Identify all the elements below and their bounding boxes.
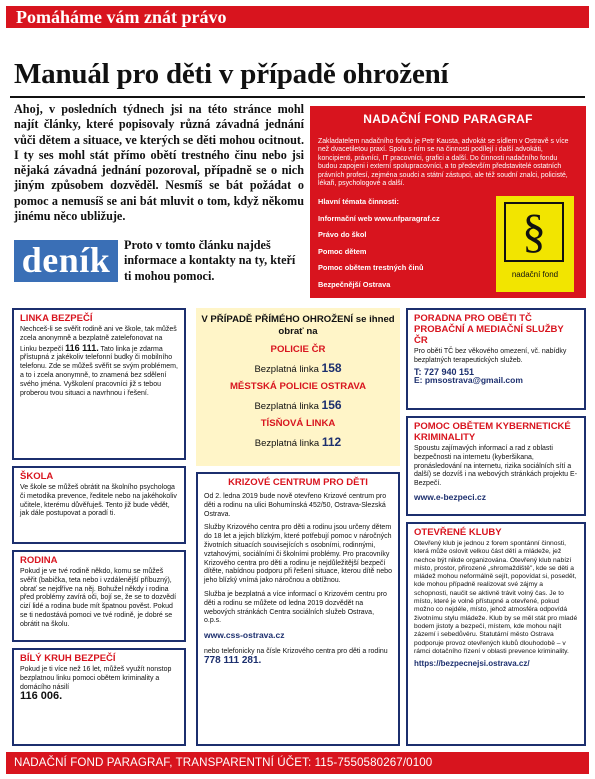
police-line: Bezplatná linka 158 xyxy=(254,361,342,375)
topic-web[interactable]: Informační web www.nfparagraf.cz xyxy=(318,213,440,223)
krizove-p2: Služby Krizového centra pro děti a rodinu jsou určeny dětem do 18 let a jejich blízkým, které potřebují pomoc v náročných životních situacích souvisejících s osobními, rodinnými, vztahovými, sociálními či školními problémy. Pro pracovníky Krizového centra pro děti a rodinu je nejdůležitější bezpečí dítěte, nabídnou podporu při řešení situace, kterou dítě nebo jeho blízký vnímá jako náročnou a obtížnou. xyxy=(204,524,392,585)
kluby-box xyxy=(406,522,586,746)
bily-kruh-box xyxy=(12,648,186,746)
linka-bezpeci-title: LINKA BEZPEČÍ xyxy=(20,313,93,324)
poradna-text: Pro oběti TČ bez věkového omezení, vč. nabídky bezplatných terapeutických služeb. xyxy=(414,348,567,364)
emergency-title: V PŘÍPADĚ PŘÍMÉHO OHROŽENÍ se ihned obrať na xyxy=(201,314,395,337)
kluby-web-link[interactable]: https://bezpecnejsi.ostrava.cz/ xyxy=(414,659,530,669)
krizove-web-link[interactable]: www.css-ostrava.cz xyxy=(204,630,285,641)
skola-box xyxy=(12,466,186,544)
paragraph-sign-icon: § xyxy=(504,202,564,262)
krizove-centrum-box xyxy=(196,472,400,746)
emergency-number[interactable]: 112 xyxy=(321,435,342,449)
linka-bezpeci-text: Nechceš-li se svěřit rodině ani ve škole, tak můžeš zcela anonymně a bezplatně zatelefonovat na Linku bezpečí 116 111. Tato linka je zdarma přístupná z jakékoliv telefonní budky či mobilního telefonu. Zde se můžeš svěřit se svým problémem, a to i zcela anonymně, to znamená bez sdělení svého jména. Vyškolení pracovníci již s tebou proberou tvou situaci a navrhnou i řešení. xyxy=(20,326,178,397)
krizove-title: KRIZOVÉ CENTRUM PRO DĚTI xyxy=(228,477,368,488)
paragraf-description: Zakladatelem nadačního fondu je Petr Kausta, advokát se sídlem v Ostravě s více než dvacetiletou praxí. Spolu s ním se na činnosti podílejí i další advokáti, koncipienti, právníci, IT pracovníci, grafici a další. Do činnosti nadačního fondu budou zapojeni i externí spolupracovníci, a to především představitelé ostatních právních profesí, zejména soudci a státní zástupci, ale též soudní znalci, policisté, lékaři, psychologové a další. xyxy=(318,138,569,188)
krizove-phone[interactable]: 778 111 281. xyxy=(204,654,262,666)
topics-heading: Hlavní témata činnosti: xyxy=(318,197,399,207)
city-police-line: Bezplatná linka 156 xyxy=(254,398,342,412)
police-number[interactable]: 158 xyxy=(321,361,342,375)
topic-children: Pomoc dětem xyxy=(318,246,367,256)
page-title: Manuál pro děti v případě ohrožení xyxy=(14,58,449,90)
rodina-text: Pokud je ve tvé rodině někdo, komu se můžeš svěřit (babička, teta nebo i vzdálenější příbuzný), obrať se nejdříve na něj. Bohužel někdy i rodina před problémy zavírá oči, bojí se, že se to dozvědí cizí lidé a rodina bude mít špatnou pověst. Pokud se ti nedostává pomoci ve tvé rodině, je dobré se obrátit na školu. xyxy=(20,568,177,628)
krizove-web xyxy=(204,631,392,642)
police-heading: POLICIE ČR xyxy=(270,344,326,355)
poradna-box xyxy=(406,308,586,410)
section-banner: Pomáháme vám znát právo xyxy=(6,6,589,28)
linka-bezpeci-phone[interactable]: 116 111. xyxy=(65,342,99,353)
kluby-title: OTEVŘENÉ KLUBY xyxy=(414,527,502,538)
skola-text: Ve škole se můžeš obrátit na školního psychologa či metodika prevence, ředitele nebo na jakéhokoliv učitele, kterému důvěřuješ. Tento již bude vědět, jak dále postupovat a poradí ti. xyxy=(20,484,177,518)
poradna-title: PORADNA PRO OBĚTI TČ PROBAČNÍ A MEDIAČNÍ SLUŽBY ČR xyxy=(414,313,564,346)
topic-schools: Právo do škol xyxy=(318,230,367,240)
emergency-line: Bezplatná linka 112 xyxy=(254,435,342,449)
emergency-box xyxy=(196,308,400,466)
kyber-web-link[interactable]: www.e-bezpeci.cz xyxy=(414,491,486,502)
footer-banner: NADAČNÍ FOND PARAGRAF, TRANSPARENTNÍ ÚČET: 115-7550580267/0100 xyxy=(6,752,589,774)
kyber-box xyxy=(406,416,586,516)
krizove-p3: Služba je bezplatná a více informací o Krizovém centru pro děti a rodinu se můžete od ledna 2019 dozvědět na webových stránkách Centra sociálních služeb Ostrava, o.p.s. xyxy=(204,590,387,625)
bily-kruh-text: Pokud je ti více než 16 let, můžeš využít nonstop bezplatnou linku pomoci obětem kriminality a domácího násilí 116 006. xyxy=(20,666,172,703)
title-divider xyxy=(10,96,585,98)
poradna-phone[interactable]: T: 727 940 151 xyxy=(414,366,475,377)
rodina-box xyxy=(12,550,186,642)
bily-kruh-phone[interactable]: 116 006. xyxy=(20,690,63,703)
skola-title: ŠKOLA xyxy=(20,471,54,482)
city-police-number[interactable]: 156 xyxy=(321,398,342,412)
paragraf-logo xyxy=(496,196,574,292)
kyber-title: POMOC OBĚTEM KYBERNETICKÉ KRIMINALITY xyxy=(414,421,571,443)
topic-ostrava: Bezpečnější Ostrava xyxy=(318,279,391,289)
krizove-p1: Od 2. ledna 2019 bude nově otevřeno Krizové centrum pro děti a rodinu na ulici Bohumínská 452/50, Ostrava-Slezská Ostrava. xyxy=(204,493,387,518)
topic-victims: Pomoc obětem trestných činů xyxy=(318,263,424,273)
kluby-text: Otevřený klub je jednou z forem spontánní činnosti, která může oslovit velkou část dětí a mládeže, jež nechce být nikde organizována. Otevřený klub nabízí místo, prostor, přirozené „shromaždiště", kde se děti a mládež mohou neformálně sejít, popovídat si, posedět, kde mohou případně realizovat své zájmy a schopnosti, naučit se aktivně trávit volný čas. Je to místo, které je volně přístupné a otevřené, pokud možno co nejdéle, místo, jehož atmosféra odpovídá životnímu stylu mládeže. Klub by se měl stát pro mladé bodem jistoty a bezpečí, místem, kde mohou najít zázemí i sebedůvěru. Statutární město Ostrava podporuje provoz otevřených klubů dlouhodobě – v rámci dotačního řízení v oblasti prevence kriminality. xyxy=(414,540,578,655)
kyber-text: Spoustu zajímavých informací a rad z oblasti bezpečnosti na internetu (kyberšikana, pronásledování na internetu, rizika sociálních sítí a další) se dozvíš i na webových stránkách projektu E-Bezpečí. xyxy=(414,445,578,488)
bily-kruh-title: BÍLÝ KRUH BEZPEČÍ xyxy=(20,653,116,664)
denik-logo: deník xyxy=(14,240,118,282)
rodina-title: RODINA xyxy=(20,555,58,566)
intro-continuation: Proto v tomto článku najdeš informace a kontakty na ty, kteří ti mohou pomoci. xyxy=(124,238,296,283)
krizove-p4: nebo telefonicky na čísle Krizového centra pro děti a rodinu 778 111 281. xyxy=(204,647,388,666)
city-police-heading: MĚSTSKÁ POLICIE OSTRAVA xyxy=(229,381,367,392)
poradna-email[interactable]: E: pmsostrava@gmail.com xyxy=(414,375,523,386)
intro-text: Ahoj, v posledních týdnech jsi na této stránce mohl najít články, které popisovaly různá závadná jednání vůči dětem a situace, ve kterých se děti mohou ocitnout. I ty ses mohl stát přímo obětí trestného činu nebo jsi nějaká závadná jednání pozoroval, případně se o nich jiným způsobem dozvěděl. Nesmíš se bát požádat o pomoc a nemusíš se ani bát mluvit o tom, když někomu jinému něco ubližuje. xyxy=(14,102,304,224)
paragraf-logo-label: nadační fond xyxy=(511,270,559,279)
paragraf-title: NADAČNÍ FOND PARAGRAF xyxy=(363,112,533,126)
emergency-line-heading: TÍSŇOVÁ LINKA xyxy=(260,418,336,429)
linka-bezpeci-box xyxy=(12,308,186,460)
